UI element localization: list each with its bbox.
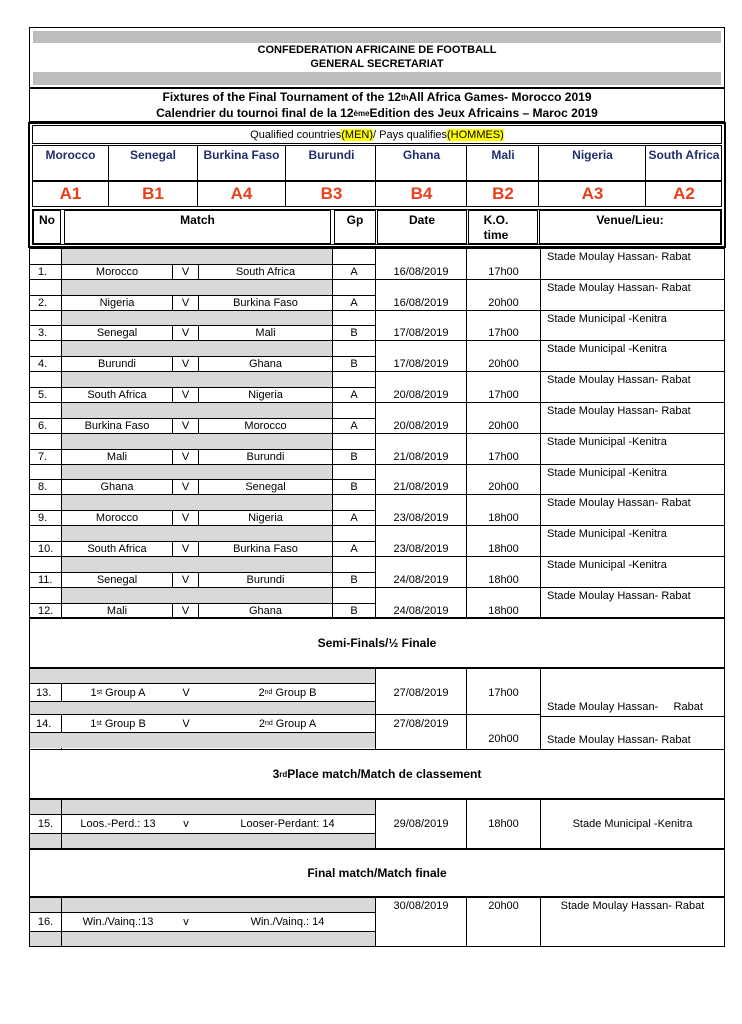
match-no: 2. xyxy=(38,297,48,309)
match-time: 17h00 xyxy=(488,266,519,278)
semi-away-sup: nd xyxy=(264,689,273,696)
match-date: 23/08/2019 xyxy=(393,543,449,555)
semis-band-top xyxy=(30,669,375,683)
match-band xyxy=(62,372,332,387)
team-group: B2 xyxy=(468,182,539,206)
match-no: 4. xyxy=(38,358,48,370)
team-name: Burundi xyxy=(288,146,376,180)
match-away: Burundi xyxy=(246,451,285,463)
title-en-post: All Africa Games- Morocco 2019 xyxy=(408,90,592,104)
match-home: Burundi xyxy=(98,358,136,370)
match-time: 20h00 xyxy=(488,420,519,432)
match-venue: Stade Moulay Hassan- Rabat xyxy=(547,374,691,386)
match-no: 11. xyxy=(38,574,53,586)
match-away: Nigeria xyxy=(248,389,283,401)
col-no: No xyxy=(33,210,61,244)
match-away: Burkina Faso xyxy=(233,297,298,309)
match-gp: A xyxy=(350,389,358,401)
match-v: V xyxy=(181,574,190,586)
match-home: Nigeria xyxy=(99,297,135,309)
semi-home-sup: st xyxy=(96,720,102,727)
title-english xyxy=(29,89,725,105)
match-date: 24/08/2019 xyxy=(393,574,449,586)
match-gp: B xyxy=(350,574,358,586)
match-no: 1. xyxy=(38,266,48,278)
match-venue: Stade Municipal -Kenitra xyxy=(547,528,667,540)
qualified-hommes: (HOMMES) xyxy=(447,128,504,141)
match-home: Senegal xyxy=(96,574,138,586)
semi-no: 13. xyxy=(36,686,52,699)
semis-vline-date xyxy=(375,669,376,749)
match-home: Mali xyxy=(106,451,128,463)
semi-v: V xyxy=(182,686,190,699)
col-ko-time: K.O. time xyxy=(468,210,538,244)
match-band xyxy=(62,557,332,572)
match-home: Burkina Faso xyxy=(84,420,150,432)
match-v: V xyxy=(181,512,190,524)
semi-home-n: 1 xyxy=(90,717,97,730)
match-date: 16/08/2019 xyxy=(393,266,449,278)
match-no: 5. xyxy=(38,389,48,401)
third-band-bottom xyxy=(30,834,375,848)
semis-line-e xyxy=(541,716,724,717)
final-title: Final match/Match finale xyxy=(29,849,725,897)
match-time: 17h00 xyxy=(488,389,519,401)
match-home: South Africa xyxy=(87,543,147,555)
match-date: 21/08/2019 xyxy=(393,451,449,463)
team-group: A2 xyxy=(647,182,722,206)
match-venue: Stade Moulay Hassan- Rabat xyxy=(547,405,691,417)
qualified-men: (MEN) xyxy=(341,128,374,141)
semi-home xyxy=(62,715,174,732)
match-v: V xyxy=(181,297,190,309)
match-no: 7. xyxy=(38,451,48,463)
match-band xyxy=(62,526,332,541)
match-no: 9. xyxy=(38,512,48,524)
semi-home-rest: Group A xyxy=(102,686,146,699)
match-away: Mali xyxy=(255,327,276,339)
match-no: 8. xyxy=(38,481,48,493)
match-away: Burundi xyxy=(246,574,285,586)
col-gp: Gp xyxy=(334,210,376,244)
match-v: V xyxy=(181,481,190,493)
semi-away-n: 2 xyxy=(258,717,265,730)
col-date: Date xyxy=(377,210,467,244)
title-en-sup: th xyxy=(400,92,409,102)
match-date: 24/08/2019 xyxy=(393,605,449,617)
semi-home xyxy=(62,684,174,701)
match-time: 20h00 xyxy=(488,481,519,493)
match-time: 18h00 xyxy=(488,574,519,586)
semi-time: 17h00 xyxy=(488,686,519,699)
third-venue: Stade Municipal -Kenitra xyxy=(572,818,693,830)
match-band xyxy=(62,311,332,325)
semi-away xyxy=(200,715,375,732)
final-date: 30/08/2019 xyxy=(393,900,449,912)
match-date: 17/08/2019 xyxy=(393,327,449,339)
team-group: B1 xyxy=(109,182,198,206)
match-v: V xyxy=(181,543,190,555)
team-group: B4 xyxy=(377,182,467,206)
match-venue: Stade Moulay Hassan- Rabat xyxy=(547,251,691,263)
team-name: Morocco xyxy=(33,146,109,180)
match-venue: Stade Moulay Hassan- Rabat xyxy=(547,497,691,509)
team-group: A3 xyxy=(540,182,646,206)
match-no: 12. xyxy=(38,605,54,617)
qualified-pre: Qualified countries xyxy=(250,128,342,141)
semi-home-rest: Group B xyxy=(101,717,146,730)
final-away: Win./Vainq.: 14 xyxy=(250,916,325,928)
third-title-sup: rd xyxy=(279,769,288,779)
match-time: 17h00 xyxy=(488,451,519,463)
match-v: V xyxy=(181,266,190,278)
match-band xyxy=(62,249,332,264)
final-line-b xyxy=(30,931,375,932)
semi-date: 27/08/2019 xyxy=(393,686,449,699)
match-band xyxy=(62,465,332,479)
match-away: Senegal xyxy=(245,481,286,493)
match-away: Ghana xyxy=(248,605,283,617)
match-away: South Africa xyxy=(235,266,296,278)
final-v: v xyxy=(183,916,189,928)
team-group: B3 xyxy=(288,182,376,206)
match-venue: Stade Municipal -Kenitra xyxy=(547,436,667,448)
semi-date: 27/08/2019 xyxy=(393,717,449,730)
semis-line-b xyxy=(30,701,375,702)
col-match: Match xyxy=(64,210,331,244)
match-v: V xyxy=(181,605,190,617)
team-name: Nigeria xyxy=(540,146,646,180)
title-fr-sup: ème xyxy=(353,108,370,118)
match-time: 18h00 xyxy=(488,605,519,617)
semi-away xyxy=(200,684,375,701)
match-home: Morocco xyxy=(95,512,139,524)
match-gp: A xyxy=(350,512,358,524)
match-time: 18h00 xyxy=(488,512,519,524)
match-v: V xyxy=(181,389,190,401)
third-title-rest: Place match/Match de classement xyxy=(287,767,482,781)
match-away: Burkina Faso xyxy=(233,543,298,555)
semi-venue: Stade Moulay Hassan- Rabat xyxy=(547,701,703,713)
match-gp: B xyxy=(350,327,358,339)
match-time: 20h00 xyxy=(488,358,519,370)
third-no: 15. xyxy=(37,818,54,830)
third-v: v xyxy=(183,818,189,830)
third-title xyxy=(29,749,725,799)
match-band xyxy=(62,403,332,418)
third-home: Loos.-Perd.: 13 xyxy=(80,818,156,830)
semi-away-rest: Group A xyxy=(272,717,317,730)
match-date: 23/08/2019 xyxy=(393,512,449,524)
match-gp: A xyxy=(350,543,358,555)
match-venue: Stade Moulay Hassan- Rabat xyxy=(547,282,691,294)
semi-no: 14. xyxy=(36,717,52,730)
match-no: 3. xyxy=(38,327,48,339)
match-home: South Africa xyxy=(87,389,147,401)
match-gp: B xyxy=(350,605,358,617)
match-venue: Stade Municipal -Kenitra xyxy=(547,312,667,325)
final-band-top xyxy=(30,898,375,912)
title-fr-post: Edition des Jeux Africains – Maroc 2019 xyxy=(369,106,598,120)
match-away: Ghana xyxy=(248,358,283,370)
third-away: Looser-Perdant: 14 xyxy=(240,818,335,830)
qualified-heading xyxy=(32,125,722,144)
qualified-mid: / Pays qualifies xyxy=(373,128,448,141)
third-date: 29/08/2019 xyxy=(393,818,449,830)
header-bar-top xyxy=(33,31,721,43)
semis-band-bottom xyxy=(30,733,375,748)
match-home: Mali xyxy=(106,605,128,617)
match-band xyxy=(62,280,332,295)
match-band xyxy=(62,434,332,449)
match-gp: B xyxy=(350,481,358,493)
match-gp: A xyxy=(350,297,358,309)
team-name: South Africa xyxy=(647,146,722,180)
team-name: Mali xyxy=(468,146,539,180)
match-date: 20/08/2019 xyxy=(393,389,449,401)
org-department: GENERAL SECRETARIAT xyxy=(310,58,444,70)
match-date: 20/08/2019 xyxy=(393,420,449,432)
match-date: 17/08/2019 xyxy=(393,358,449,370)
semis-line-d xyxy=(30,732,375,733)
match-v: V xyxy=(181,358,190,370)
title-french xyxy=(29,105,725,121)
match-time: 20h00 xyxy=(488,297,519,309)
header-bar-bottom xyxy=(33,72,721,85)
semi-v: V xyxy=(182,717,190,730)
semis-band-mid xyxy=(30,702,375,714)
match-no: 6. xyxy=(38,420,48,432)
third-time: 18h00 xyxy=(488,818,519,830)
team-group: A1 xyxy=(33,182,109,206)
title-en-pre: Fixtures of the Final Tournament of the 12 xyxy=(162,90,401,104)
semi-away-rest: Group B xyxy=(272,686,317,699)
match-no: 10. xyxy=(38,543,54,555)
team-name: Burkina Faso xyxy=(198,146,286,180)
final-band-bottom xyxy=(30,932,375,946)
team-name: Ghana xyxy=(377,146,467,180)
match-away: Nigeria xyxy=(248,512,283,524)
semi-home-sup: st xyxy=(96,689,103,696)
match-venue: Stade Municipal -Kenitra xyxy=(547,343,667,355)
team-name: Senegal xyxy=(109,146,198,180)
match-venue: Stade Municipal -Kenitra xyxy=(547,559,667,571)
title-fr-pre: Calendrier du tournoi final de la 12 xyxy=(156,106,354,120)
match-time: 18h00 xyxy=(488,543,519,555)
col-venue: Venue/Lieu: xyxy=(539,210,721,244)
third-band-top xyxy=(30,800,375,814)
semi-away-sup: nd xyxy=(264,720,273,727)
third-line-b xyxy=(30,833,375,834)
match-gp: A xyxy=(350,420,358,432)
third-title-n: 3 xyxy=(272,767,280,781)
match-v: V xyxy=(181,451,190,463)
semi-venue: Stade Moulay Hassan- Rabat xyxy=(547,733,691,746)
match-venue: Stade Municipal -Kenitra xyxy=(547,466,667,479)
semi-time: 20h00 xyxy=(488,733,519,745)
final-home: Win./Vainq.:13 xyxy=(82,916,154,928)
semi-away-n: 2 xyxy=(258,686,265,699)
match-band xyxy=(62,341,332,356)
match-away: Morocco xyxy=(244,420,287,432)
match-band xyxy=(62,495,332,510)
match-home: Senegal xyxy=(96,327,138,339)
semis-title: Semi-Finals/½ Finale xyxy=(29,618,725,668)
match-venue: Stade Moulay Hassan- Rabat xyxy=(547,590,691,602)
final-time: 20h00 xyxy=(488,900,519,912)
semi-home-n: 1 xyxy=(90,686,97,699)
match-gp: B xyxy=(350,451,358,463)
match-v: V xyxy=(181,327,190,339)
match-date: 16/08/2019 xyxy=(393,297,449,309)
org-name: CONFEDERATION AFRICAINE DE FOOTBALL xyxy=(257,44,497,56)
match-band xyxy=(62,588,332,603)
match-date: 21/08/2019 xyxy=(393,481,449,493)
match-time: 17h00 xyxy=(488,327,519,339)
final-venue: Stade Moulay Hassan- Rabat xyxy=(560,900,705,912)
match-gp: A xyxy=(350,266,358,278)
match-v: V xyxy=(181,420,190,432)
match-gp: B xyxy=(350,358,358,370)
final-no: 16. xyxy=(37,916,54,928)
match-home: Morocco xyxy=(95,266,139,278)
match-home: Ghana xyxy=(100,481,134,493)
team-group: A4 xyxy=(198,182,286,206)
